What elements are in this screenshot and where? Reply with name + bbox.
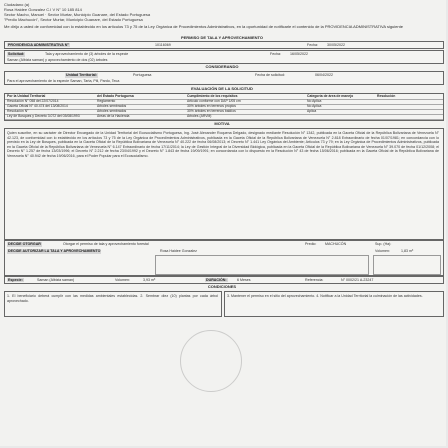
decide-predio: MACHUCÓN <box>325 242 347 246</box>
addressee-name: Rosa Haidee Gonzalez C.I V N° 10 185 814 <box>4 7 82 12</box>
evaluacion-cell: del Estado Portuguesa <box>97 94 134 98</box>
intro-paragraph: Me dirijo a usted de conformidad con lo establecido en los artículos 73 y 75 de la Ley Orgánica de Procedimientos Administrativos, en la oportunidad de notificarle el contenido de la PROVIDENCIA ADMINISTRATIVA siguiente <box>4 24 403 29</box>
decide-volumen-label: Volumen: <box>375 249 390 253</box>
especie-ref: N° 0002/21 A-23247 <box>341 277 374 282</box>
decide-predio-label: Predio: <box>305 242 317 246</box>
decide-superficie-label: Sup. (Ha): <box>375 242 392 246</box>
addressee-title: Ciudadano (a) <box>4 2 30 7</box>
solicitud-fecha: 16/05/2022 <box>290 52 308 56</box>
evaluacion-cell: Árboles sembrados <box>97 109 127 113</box>
providencia-number: 10116069 <box>155 42 171 47</box>
evaluacion-cell: Por la Unidad Territorial <box>7 94 46 98</box>
especie-label: Especie: <box>8 277 23 282</box>
evaluacion-band: EVALUACIÓN DE LA SOLICITUD <box>191 86 253 91</box>
addressee-block <box>4 2 224 22</box>
evaluacion-cell: Reglamento <box>97 99 116 103</box>
permiso-band: PERMISO DE TALA Y APROVECHAMIENTO <box>180 35 264 40</box>
official-seal <box>180 330 242 392</box>
evaluacion-cell: Ley de Bosques y Decreto 3.072 del 03/08/1993 <box>7 114 80 118</box>
condiciones-right-text: 3. Mantener el permiso en el sitio del aprovechamiento. 4. Notificar a la Unidad Territorial la culminación de las actividades. <box>227 294 423 298</box>
evaluacion-cell: Categoría de área de manejo <box>307 94 354 98</box>
condiciones-right-box <box>224 291 444 317</box>
unidad-fecha-label: Fecha de solicitud: <box>255 73 285 77</box>
evaluacion-table <box>4 93 444 121</box>
evaluacion-row <box>5 114 443 120</box>
unidad-fecha: 06/04/2022 <box>315 73 333 77</box>
especie-value: Saman (Albizia saman) <box>37 277 75 282</box>
decide-autorizar-text: Rosa Haidee Gonzalez <box>160 249 197 253</box>
decide-autorizar-label: DECIDE AUTORIZAR LA TALA Y APROVECHAMIENTO <box>8 249 101 253</box>
especie-duracion: 6 Meses <box>237 277 251 282</box>
evaluacion-cell: Articulo conforme con DAP 1/05 cm <box>187 99 241 103</box>
especie-ref-label: Referencia: <box>305 277 324 282</box>
decide-box <box>4 240 444 276</box>
evaluacion-cell: Resolución N° 058 del 22/07/2014 <box>7 99 59 103</box>
condiciones-left-box <box>4 291 222 317</box>
solicitud-label: Solicitud: <box>8 52 25 56</box>
addressee-predio: "Predio Machucón", Sector Murtar, Municipio Guanare, del Estado Portuguesa <box>4 17 143 22</box>
solicitud-box <box>4 50 444 64</box>
providencia-fecha: 30/05/2022 <box>327 42 345 47</box>
especie-vol: 3,93 m³ <box>143 277 156 282</box>
evaluacion-cell: Gaceta Oficial N° 40.474 del 13/08/2014 <box>7 104 68 108</box>
condiciones-left-text: 1. El beneficiario deberá cumplir con las medidas ambientales establecidas. 2. Sembrar diez (10) plantas por cada árbol aprovechado. <box>7 294 218 303</box>
evaluacion-cell: Áreas de la Hacienda <box>97 114 130 118</box>
solicitud-line2: Saman (Albizia saman) y aprovechamiento de dos (02) árboles <box>7 57 108 62</box>
providencia-label: PROVIDENCIA ADMINISTRATIVA N° <box>8 42 69 47</box>
condiciones-band: CONDICIONES <box>207 284 237 289</box>
solicitud-fecha-label: Fecha: <box>270 52 281 56</box>
evaluacion-cell: Aplica <box>307 109 317 113</box>
considerando-band: CONSIDERANDO <box>205 64 239 69</box>
decide-volumen: 1,83 m³ <box>401 249 414 253</box>
evaluacion-cell: 30% árboles en terrenos propios <box>187 104 237 108</box>
decide-otorgar-label: DECIDE OTORGAR <box>8 242 41 246</box>
evaluacion-cell: Cumplimiento de los requisitos <box>187 94 238 98</box>
motiva-band: MOTIVA <box>214 121 230 126</box>
unidad-line2: Para el aprovechamiento de la especie Saman, Tarta, Pili, Pardo, Teca <box>7 78 120 83</box>
unidad-label: Unidad Territorial: <box>66 73 97 77</box>
especie-row <box>4 276 444 284</box>
evaluacion-cell: Resolución N° <box>7 109 29 113</box>
evaluacion-cell: Árboles (ARVM) <box>187 114 212 118</box>
especie-duracion-label: DURACIÓN: <box>206 277 227 282</box>
decide-side-box <box>373 255 441 275</box>
evaluacion-cell: No Aplica <box>307 104 322 108</box>
providencia-row <box>4 41 444 49</box>
unidad-value: Portuguesa <box>133 73 152 77</box>
motiva-box <box>4 128 444 240</box>
evaluacion-cell: 30% árboles en terrenos baldíos <box>187 109 236 113</box>
evaluacion-cell: No Aplica <box>307 99 322 103</box>
evaluacion-cell: Árboles sembrados <box>97 104 127 108</box>
evaluacion-cell: Resolución <box>377 94 396 98</box>
solicitud-text: Tala y aprovechamiento de (3) árboles de la especie <box>45 52 129 56</box>
decide-inner-box <box>155 255 369 275</box>
especie-vol-label: Volumen: <box>115 277 130 282</box>
addressee-address: Sector Macho, Manuel · Sector Murtar, Municipio Guanare, del Estado Portuguesa <box>4 12 151 17</box>
unidad-box <box>4 71 444 85</box>
decide-otorgar-text: Otorgar el permiso de tala y aprovechamiento forestal <box>63 242 149 246</box>
motiva-text: Quien suscribe, en su carácter de Director Encargado de la Unidad Territorial del Ecosocialismo Portuguesa, Ing. José Alexander Roquena Delgado, designado mediante Resolución N° 1342, publicada en la Gaceta Oficial de la República Bolivariana de Venezuela N° 42.123, de conformidad con lo establecido en los artículos 73 y 75 de la Ley Orgánica de Procedimientos Administrativos, publicada en la Gaceta Oficial de la República Bolivariana de Venezuela N° 2.818 Extraordinario de fecha 01/07/1981; en concordancia con lo previsto en la Ley de Bosques, publicada en la Gaceta Oficial de la República Bolivariana de Venezuela N° 40.222 de fecha 06/08/2013; el Decreto N° 1.441 Ley Orgánica del Ambiente; Artículos 73 y 79; en la Ley Orgánica de Procedimientos Administrativos, publicada en la Gaceta Oficial de la República Bolivariana de Venezuela N° 6.147 Extraordinario de fecha 17/11/2014; la Ley de Gestión Integral de la Diversidad Biológica, publicada en la Gaceta Oficial de la República Bolivariana de Venezuela N° 39.070 de fecha 01/12/2008; el Decreto N° 1.257 de fecha 13/03/1996; el Decreto N° 2.212 de fecha 23/04/1992 y el Decreto N° 1.843 de fecha 19/09/1991; en concordancia con lo dispuesto en la Resolución N° 43 de fecha 15/06/2016; publicada en la Gaceta Oficial de la República Bolivariana de Venezuela N° 40.942 de fecha 19/06/2016, para el Poder Popular para el Ecosocialismo. <box>7 131 439 158</box>
providencia-fecha-label: Fecha: <box>307 42 318 47</box>
